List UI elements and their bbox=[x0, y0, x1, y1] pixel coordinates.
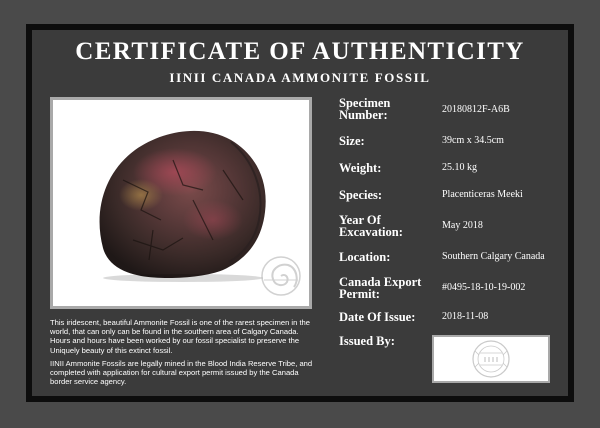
size-value: 39cm x 34.5cm bbox=[442, 135, 504, 146]
weight-label: Weight: bbox=[339, 161, 382, 175]
specimen-photo-frame bbox=[50, 97, 312, 309]
date-of-issue-value: 2018-11-08 bbox=[442, 311, 489, 322]
date-of-issue-label: Date Of Issue: bbox=[339, 310, 416, 324]
species-label: Species: bbox=[339, 188, 383, 202]
species-value: Placenticeras Meeki bbox=[442, 189, 523, 200]
certificate-title: CERTIFICATE OF AUTHENTICITY bbox=[75, 38, 525, 65]
weight-value: 25.10 kg bbox=[442, 162, 477, 173]
location-label: Location: bbox=[339, 250, 391, 264]
year-of-excavation-label: Year Of Excavation: bbox=[339, 213, 403, 239]
ammonite-fossil-photo bbox=[53, 100, 309, 306]
year-of-excavation-value: May 2018 bbox=[442, 220, 483, 231]
export-permit-value: #0495-18-10-19-002 bbox=[442, 282, 526, 293]
description-paragraph-2: IINII Ammonite Fossils are legally mined in the Blood India Reserve Tribe, and completed with application for cultural export permit issued by the Canada border service agency. bbox=[50, 359, 313, 387]
specimen-number-label: Specimen Number: bbox=[339, 96, 391, 122]
ammonite-spiral-icon bbox=[262, 257, 300, 295]
size-label: Size: bbox=[339, 134, 365, 148]
issued-by-signature-box bbox=[432, 335, 550, 383]
export-permit-label: Canada Export Permit: bbox=[339, 275, 422, 301]
issued-by-label: Issued By: bbox=[339, 334, 395, 348]
iinii-stamp-seal bbox=[434, 337, 548, 381]
specimen-number-value: 20180812F-A6B bbox=[442, 104, 510, 115]
certificate-subtitle: IINII CANADA AMMONITE FOSSIL bbox=[169, 70, 431, 85]
location-value: Southern Calgary Canada bbox=[442, 251, 545, 262]
description-paragraph-1: This iridescent, beautiful Ammonite Fossil is one of the rarest specimen in the world, that can only can be found in the southern area of Calgary Canada. Hours and hours have been worked by our fossil specialist to preserve the Uniquely beauty of this extinct fossil. bbox=[50, 318, 310, 355]
